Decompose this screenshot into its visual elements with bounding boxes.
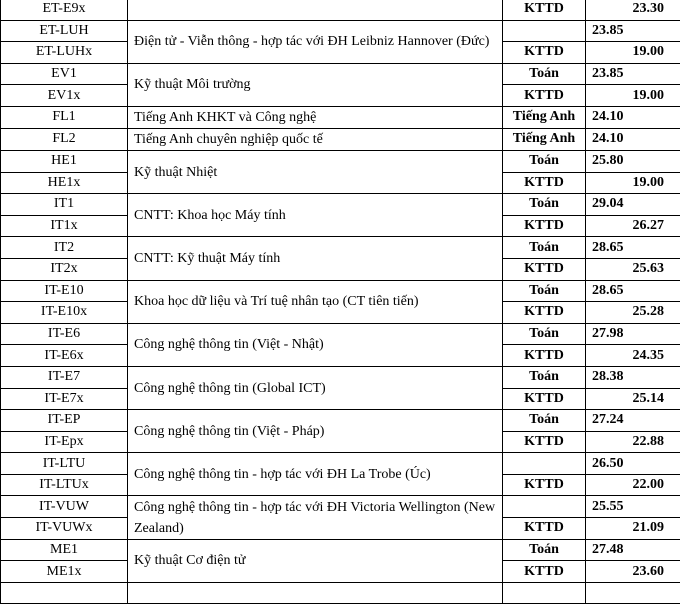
table-body — [1, 0, 680, 604]
cutoff-score: 24.10 — [586, 128, 680, 150]
program-code: IT2x — [1, 258, 128, 280]
cutoff-score: 25.80 — [586, 150, 680, 172]
cutoff-score: 28.65 — [586, 237, 680, 259]
main-subject: KTTD — [503, 431, 586, 453]
table-row — [1, 453, 680, 475]
table-row — [1, 20, 680, 42]
cutoff-score: 25.55 — [586, 496, 680, 518]
cutoff-score: 23.30 — [586, 0, 680, 20]
program-name: Công nghệ thông tin (Việt - Nhật) — [128, 323, 503, 366]
program-code: ME1 — [1, 539, 128, 561]
program-code: ME1x — [1, 561, 128, 583]
program-code: IT-VUW — [1, 496, 128, 518]
table-row — [1, 496, 680, 518]
main-subject — [503, 453, 586, 475]
cutoff-score: 21.09 — [586, 518, 680, 540]
program-name — [128, 0, 503, 20]
program-name: CNTT: Khoa học Máy tính — [128, 194, 503, 237]
program-code: IT1x — [1, 215, 128, 237]
program-name: Công nghệ thông tin - hợp tác với ĐH La Trobe (Úc) — [128, 453, 503, 496]
program-name: Khoa học dữ liệu và Trí tuệ nhân tạo (CT tiên tiến) — [128, 280, 503, 323]
program-code: ET-E9x — [1, 0, 128, 20]
main-subject: Tiếng Anh — [503, 128, 586, 150]
main-subject: Toán — [503, 237, 586, 259]
program-name: Kỹ thuật Cơ điện tử — [128, 539, 503, 582]
program-code: IT-LTUx — [1, 474, 128, 496]
program-code: FL2 — [1, 128, 128, 150]
main-subject: KTTD — [503, 561, 586, 583]
table-row — [1, 582, 680, 604]
table-row — [1, 237, 680, 259]
program-code: IT-LTU — [1, 453, 128, 475]
program-code: HE1x — [1, 172, 128, 194]
cutoff-score: 27.98 — [586, 323, 680, 345]
program-code: ET-LUH — [1, 20, 128, 42]
table-row — [1, 366, 680, 388]
table-row — [1, 410, 680, 432]
table-row — [1, 128, 680, 150]
cutoff-score: 23.60 — [586, 561, 680, 583]
program-name: Điện tử - Viễn thông - hợp tác với ĐH Leibniz Hannover (Đức) — [128, 20, 503, 63]
program-name: Kỹ thuật Môi trường — [128, 63, 503, 106]
main-subject: Toán — [503, 194, 586, 216]
main-subject — [503, 582, 586, 604]
program-code: IT-EP — [1, 410, 128, 432]
cutoff-score: 24.10 — [586, 106, 680, 128]
program-code: IT-E6x — [1, 345, 128, 367]
program-name: Tiếng Anh KHKT và Công nghệ — [128, 106, 503, 128]
main-subject: Tiếng Anh — [503, 106, 586, 128]
program-code: FL1 — [1, 106, 128, 128]
cutoff-score: 23.85 — [586, 20, 680, 42]
cutoff-score: 22.00 — [586, 474, 680, 496]
main-subject: Toán — [503, 366, 586, 388]
table-row — [1, 0, 680, 20]
main-subject — [503, 496, 586, 518]
program-name — [128, 582, 503, 604]
table-row — [1, 106, 680, 128]
main-subject: Toán — [503, 150, 586, 172]
program-name: Công nghệ thông tin (Việt - Pháp) — [128, 410, 503, 453]
cutoff-score: 19.00 — [586, 172, 680, 194]
main-subject: Toán — [503, 410, 586, 432]
table-row — [1, 539, 680, 561]
cutoff-score: 26.50 — [586, 453, 680, 475]
program-code: IT-E10x — [1, 302, 128, 324]
program-code: IT1 — [1, 194, 128, 216]
program-code: EV1x — [1, 85, 128, 107]
program-code — [1, 582, 128, 604]
cutoff-score: 27.24 — [586, 410, 680, 432]
program-name: Tiếng Anh chuyên nghiệp quốc tế — [128, 128, 503, 150]
cutoff-score: 25.28 — [586, 302, 680, 324]
program-code: EV1 — [1, 63, 128, 85]
program-code: IT2 — [1, 237, 128, 259]
main-subject — [503, 20, 586, 42]
program-code: IT-VUWx — [1, 518, 128, 540]
cutoff-score: 19.00 — [586, 42, 680, 64]
program-name: Công nghệ thông tin (Global ICT) — [128, 366, 503, 409]
main-subject: KTTD — [503, 0, 586, 20]
table-row — [1, 280, 680, 302]
cutoff-score — [586, 582, 680, 604]
program-code: IT-Epx — [1, 431, 128, 453]
main-subject: Toán — [503, 280, 586, 302]
cutoff-score: 23.85 — [586, 63, 680, 85]
table-row — [1, 323, 680, 345]
main-subject: KTTD — [503, 42, 586, 64]
main-subject: KTTD — [503, 345, 586, 367]
program-name: Công nghệ thông tin - hợp tác với ĐH Victoria Wellington (New Zealand) — [128, 496, 503, 539]
main-subject: KTTD — [503, 518, 586, 540]
program-code: IT-E7 — [1, 366, 128, 388]
program-code: HE1 — [1, 150, 128, 172]
table-row — [1, 194, 680, 216]
main-subject: KTTD — [503, 388, 586, 410]
cutoff-score: 29.04 — [586, 194, 680, 216]
main-subject: Toán — [503, 63, 586, 85]
cutoff-score: 25.14 — [586, 388, 680, 410]
cutoff-score: 22.88 — [586, 431, 680, 453]
program-name: CNTT: Kỹ thuật Máy tính — [128, 237, 503, 280]
main-subject: Toán — [503, 323, 586, 345]
table-row — [1, 150, 680, 172]
table-row — [1, 63, 680, 85]
main-subject: KTTD — [503, 474, 586, 496]
program-code: ET-LUHx — [1, 42, 128, 64]
main-subject: Toán — [503, 539, 586, 561]
main-subject: KTTD — [503, 172, 586, 194]
cutoff-score: 19.00 — [586, 85, 680, 107]
cutoff-score: 28.65 — [586, 280, 680, 302]
cutoff-score: 27.48 — [586, 539, 680, 561]
cutoff-score: 26.27 — [586, 215, 680, 237]
main-subject: KTTD — [503, 258, 586, 280]
main-subject: KTTD — [503, 302, 586, 324]
program-code: IT-E6 — [1, 323, 128, 345]
cutoff-score: 28.38 — [586, 366, 680, 388]
main-subject: KTTD — [503, 215, 586, 237]
program-name: Kỹ thuật Nhiệt — [128, 150, 503, 193]
cutoff-score: 24.35 — [586, 345, 680, 367]
program-code: IT-E7x — [1, 388, 128, 410]
program-code: IT-E10 — [1, 280, 128, 302]
cutoff-score: 25.63 — [586, 258, 680, 280]
main-subject: KTTD — [503, 85, 586, 107]
